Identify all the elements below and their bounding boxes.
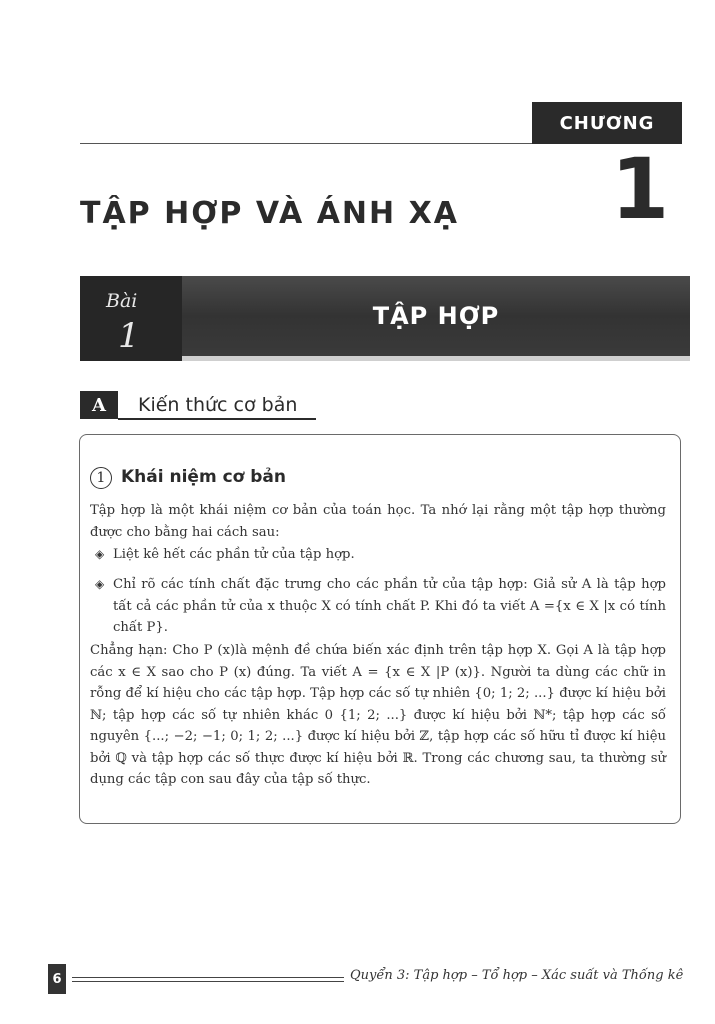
subsection-number: 1 (90, 467, 112, 489)
page-number: 6 (48, 964, 66, 994)
section-underline (118, 418, 316, 420)
bullet-text: Liệt kê hết các phần tử của tập hợp. (113, 547, 355, 562)
chapter-number: 1 (610, 140, 670, 238)
lesson-word: Bài (106, 290, 138, 312)
intro-paragraph: Tập hợp là một khái niệm cơ bản của toán học. Ta nhớ lại rằng một tập hợp thường được cho bằng hai cách sau: (90, 503, 666, 540)
bullet-item (95, 574, 666, 639)
example-paragraph: Chẳng hạn: Cho P (x)là mệnh đề chứa biến xác định trên tập hợp X. Gọi A là tập hợp các x ∈ X sao cho P (x) đúng. Ta viết A = {x ∈ X |P (x)}. Người ta dùng các chữ in rỗng để kí hiệu cho các tập hợp. Tập hợp các số tự nhiên {0; 1; 2; ...} được kí hiệu bởi ℕ; tập hợp các số tự nhiên khác 0 {1; 2; ...} được kí hiệu bởi ℕ*; tập hợp các số nguyên {...; −2; −1; 0; 1; 2; ...} được kí hiệu bởi ℤ, tập hợp các số hữu tỉ được kí hiệu bởi ℚ và tập hợp các số thực được kí hiệu bởi ℝ. Trong các chương sau, ta thường sử dụng các tập con sau đây của tập số thực. (90, 643, 666, 787)
bullet-item (95, 544, 666, 566)
chapter-title: TẬP HỢP VÀ ÁNH XẠ (80, 196, 459, 231)
lesson-title: TẬP HỢP (182, 276, 690, 356)
lesson-number: 1 (118, 316, 140, 356)
chapter-divider (80, 143, 532, 144)
lesson-banner-shadow (182, 356, 690, 361)
section-letter: A (80, 391, 118, 419)
diamond-dot-icon: ◈ (95, 577, 105, 591)
bullet-text: Chỉ rõ các tính chất đặc trưng cho các phần tử của tập hợp: Giả sử A là tập hợp tất cả các phần tử của x thuộc X có tính chất P. Khi đó ta viết A ={x ∈ X |x có tính chất P}. (113, 577, 666, 635)
footer-book-title: Quyển 3: Tập hợp – Tổ hợp – Xác suất và Thống kê (350, 968, 684, 983)
footer-rule (72, 981, 344, 982)
section-title: Kiến thức cơ bản (138, 394, 298, 416)
lesson-tag (80, 276, 182, 361)
diamond-dot-icon: ◈ (95, 547, 105, 561)
chapter-label: CHƯƠNG (532, 102, 682, 144)
footer-rule (72, 977, 344, 978)
subsection-title: Khái niệm cơ bản (121, 467, 287, 487)
